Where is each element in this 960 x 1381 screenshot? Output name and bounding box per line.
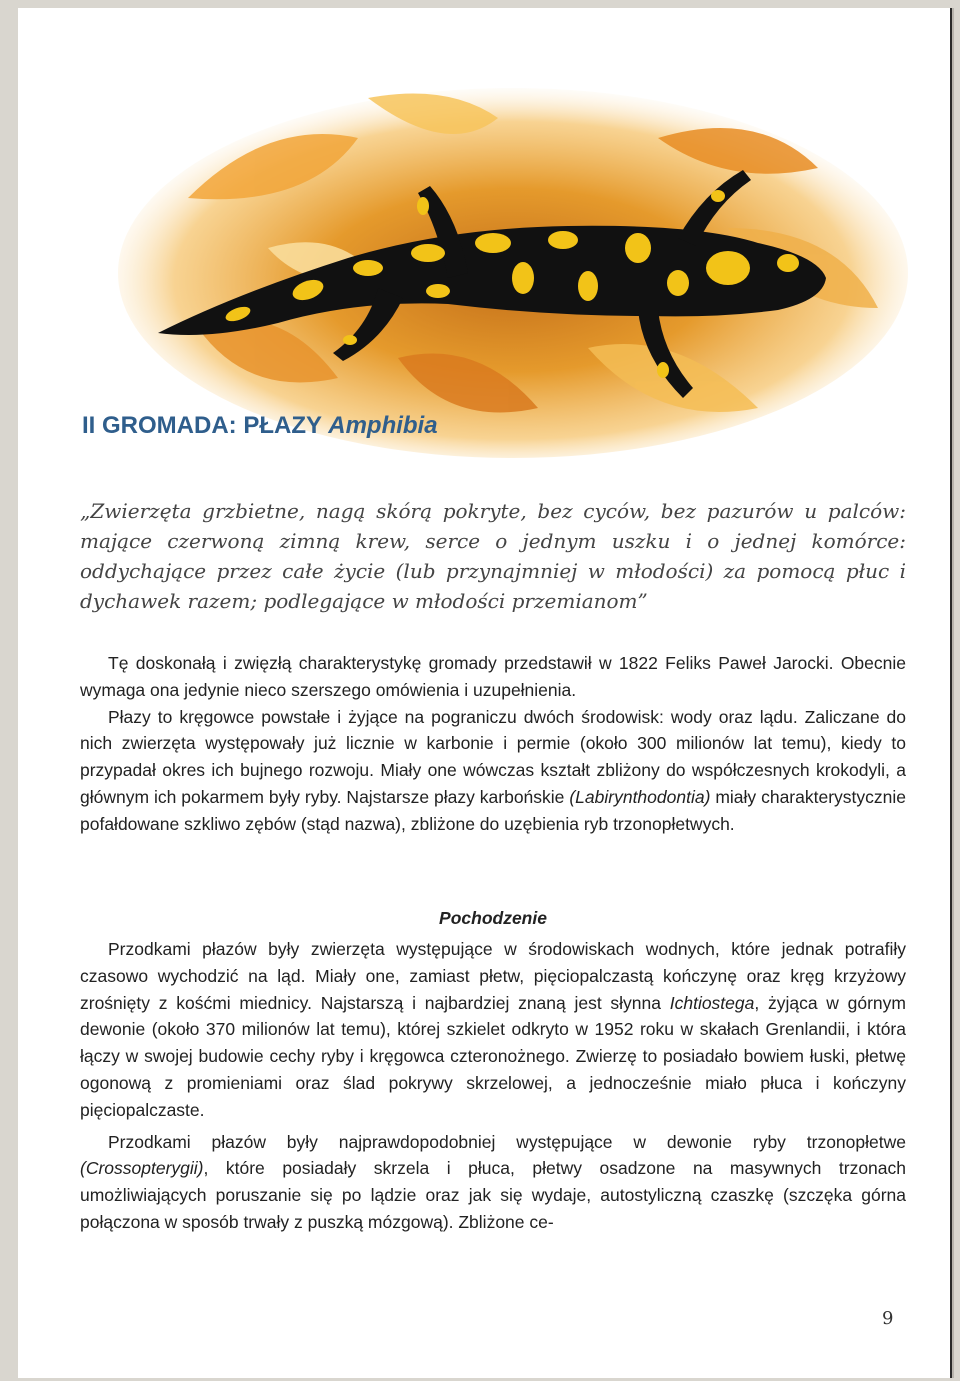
- origin-paragraph-2-text-b: , które posiadały skrzela i płuca, płetwy osadzone na masywnych trzonach umożliwiających poruszanie się po lądzie oraz jak się wydaje, autostyliczną czaszkę (szczęka górna połączona w sposób trwały z puszką mózgową). Zbliżone ce-: [80, 1158, 906, 1232]
- page-number: 9: [882, 1308, 894, 1329]
- jarocki-quote: „Zwierzęta grzbietne, nagą skórą pokryte, bez cyców, bez pazurów u palców: mające czerwoną zimną krew, serce o jednym uszku i o jednej komórce: oddychające przez całe życie (lub przynajmniej w młodości) za pomocą płuc i dychawek razem; podlegające w młodości przemianom”: [80, 499, 906, 613]
- chapter-heading-latin: Amphibia: [328, 412, 438, 439]
- origin-paragraph-1-text-a: Przodkami płazów były zwierzęta występujące w środowiskach wodnych, które jednak potrafiły czasowo wychodzić na ląd. Miały one, zamiast płetw, pięciopalczastą kończynę oraz kręg krzyżowy zrośnięty z kośćmi miednicy. Najstarszą i najbardziej znaną jest słynna: [80, 939, 906, 1013]
- intro-text: [80, 650, 906, 838]
- origin-paragraph-1: [80, 936, 906, 1124]
- intro-paragraph-1: Tę doskonałą i zwięzłą charakterystykę gromady przedstawił w 1822 Feliks Paweł Jarocki. Obecnie wymaga ona jedynie nieco szerszego omówienia i uzupełnienia.: [80, 653, 906, 700]
- intro-paragraph-2: [80, 704, 906, 838]
- origin-text: [80, 936, 906, 1236]
- intro-paragraph-2-term: (Labirynthodontia): [569, 786, 711, 807]
- book-page: [18, 8, 950, 1378]
- chapter-heading-prefix: II GROMADA: PŁAZY: [82, 412, 329, 439]
- intro-paragraph-2-text-b: miały charakterystycznie pofałdowane szkliwo zębów (stąd nazwa), zbliżone do uzębienia ryb trzonopłetwych.: [80, 786, 906, 834]
- origin-paragraph-2-term: (Crossopterygii): [80, 1158, 204, 1179]
- intro-paragraph-2-text-a: Płazy to kręgowce powstałe i żyjące na pograniczu dwóch środowisk: wody oraz lądu. Zaliczane do nich zwierzęta występowały już licznie w karbonie i permie (około 300 milionów lat temu), kiedy to przypadał okres ich bujnego rozwoju. Miały one wówczas kształt zbliżony do współczesnych krokodyli, a głównym ich pokarmem były ryby. Najstarsze płazy karbońskie: [80, 706, 906, 807]
- section-title-origin: Pochodzenie: [439, 908, 547, 928]
- origin-paragraph-2: [80, 1129, 906, 1236]
- origin-paragraph-1-text-b: , żyjąca w górnym dewonie (około 370 milionów lat temu), której szkielet odkryto w 1952 roku w skałach Grenlandii, i która łączy w swojej budowie cechy ryby i kręgowca czteronożnego. Zwierzę to posiadało bowiem łuski, płetwę ogonową z promieniami oraz ślad pokrywy skrzelowej, a jednocześnie miało płuca i kończyny pięciopalczaste.: [80, 992, 906, 1120]
- origin-paragraph-1-term: Ichtiostega: [669, 992, 755, 1013]
- salamander-photo: [118, 78, 908, 458]
- chapter-heading: [82, 412, 438, 440]
- origin-paragraph-2-text-a: Przodkami płazów były najprawdopodobniej występujące w dewonie ryby trzonopłetwe: [108, 1131, 906, 1152]
